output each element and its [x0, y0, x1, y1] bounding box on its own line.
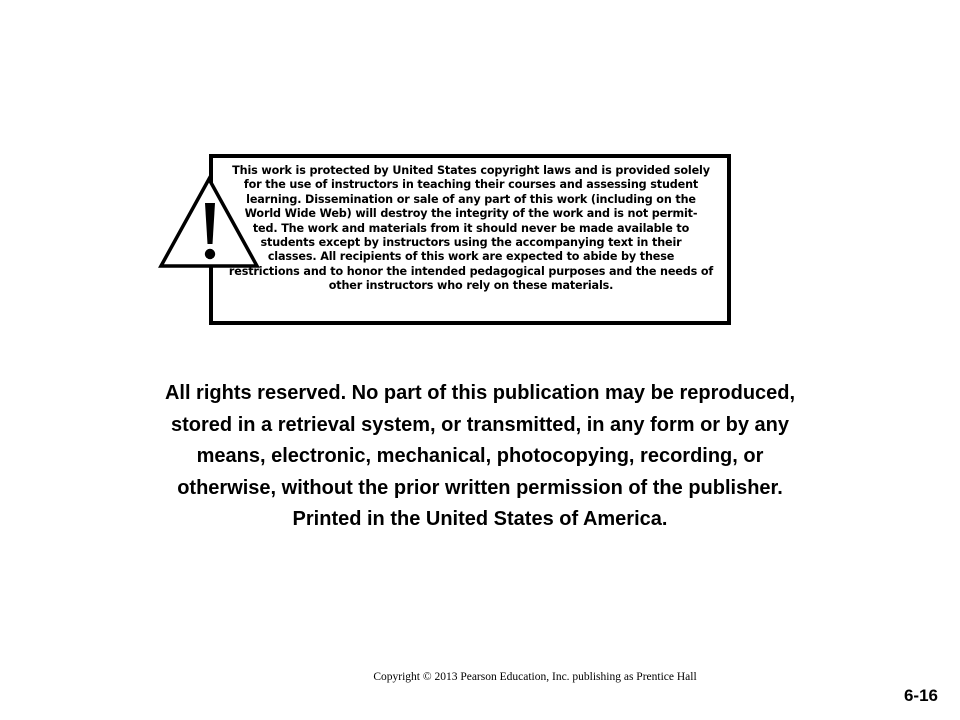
notice-line: classes. All recipients of this work are expected to abide by these [267, 250, 675, 264]
notice-line: learning. Dissemination or sale of any part of this work (including on the [246, 192, 696, 206]
slide-number: 6-16 [903, 686, 938, 705]
notice-line: restrictions and to honor the intended pedagogical purposes and the needs of [228, 264, 714, 278]
rights-line: stored in a retrieval system, or transmitted, in any form or by any [171, 413, 789, 436]
rights-reserved-statement [40, 378, 920, 536]
notice-line: students except by instructors using the accompanying text in their [260, 236, 682, 250]
copyright-notice-text [226, 164, 716, 294]
notice-line: World Wide Web) will destroy the integrity of the work and is not permit- [244, 207, 698, 221]
rights-line: means, electronic, mechanical, photocopying, recording, or [196, 445, 764, 467]
rights-line: All rights reserved. No part of this publication may be reproduced, [164, 382, 796, 404]
rights-line: otherwise, without the prior written permission of the publisher. [177, 476, 783, 499]
copyright-footer: Copyright © 2013 Pearson Education, Inc. publishing as Prentice Hall [373, 671, 697, 683]
copyright-warning-box [158, 153, 733, 328]
notice-line: other instructors who rely on these materials. [328, 279, 614, 293]
notice-line: for the use of instructors in teaching their courses and assessing student [243, 178, 699, 192]
rights-line: Printed in the United States of America. [292, 508, 668, 530]
notice-line: This work is protected by United States copyright laws and is provided solely [232, 164, 710, 177]
notice-line: ted. The work and materials from it should never be made available to [252, 221, 690, 235]
